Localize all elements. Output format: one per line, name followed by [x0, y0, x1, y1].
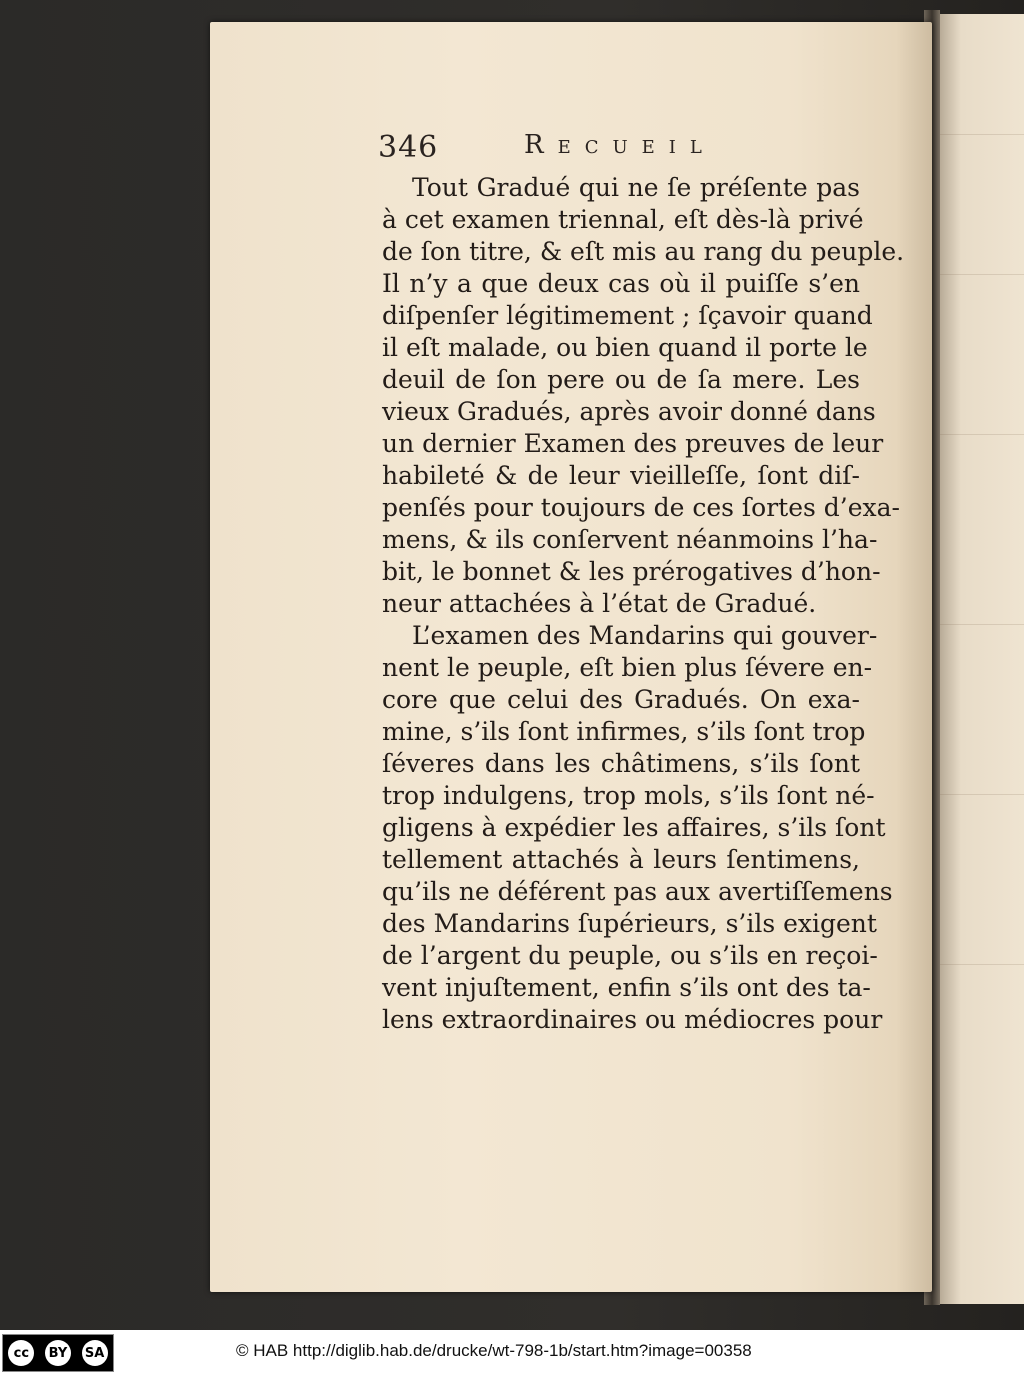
text-line: tellement attachés à leurs ſentimens, [382, 845, 860, 874]
text-line: bit, le bonnet & les prérogatives d’hon- [382, 557, 881, 586]
page-header [378, 130, 858, 170]
text-line: mine, s’ils ſont infirmes, s’ils ſont trop [382, 717, 866, 746]
text-line: gligens à expédier les affaires, s’ils ſont [382, 813, 886, 842]
text-line: diſpenſer légitimement ; ſçavoir quand [382, 301, 873, 330]
text-line: qu’ils ne déférent pas aux avertiſſemens [382, 877, 893, 906]
text-line: deuil de ſon pere ou de ſa mere. Les [382, 365, 860, 394]
page-number: 346 [378, 130, 439, 165]
footer-bar [0, 1330, 1024, 1373]
cc-icon: cc [8, 1340, 34, 1366]
text-line: Il n’y a que deux cas où il puiſſe s’en [382, 269, 860, 298]
sa-share-alike-icon: SA [82, 1340, 108, 1366]
text-line: penſés pour toujours de ces ſortes d’exa- [382, 493, 900, 522]
text-line: mens, & ils conſervent néanmoins l’ha- [382, 525, 878, 554]
text-line: neur attachées à l’état de Gradué. [382, 589, 817, 618]
body-text [382, 172, 905, 1036]
text-line: Tout Gradué qui ne ſe préſente pas [412, 173, 860, 202]
text-line: vent injuſtement, enfin s’ils ont des ta- [382, 973, 871, 1002]
text-line: il eſt malade, ou bien quand il porte le [382, 333, 868, 362]
text-line: lens extraordinaires ou médiocres pour [382, 1005, 883, 1034]
text-line: vieux Gradués, après avoir donné dans [382, 397, 876, 426]
text-line: de l’argent du peuple, ou s’ils en reçoi- [382, 941, 878, 970]
text-line: nent le peuple, eſt bien plus ſévere en- [382, 653, 873, 682]
text-line: un dernier Examen des preuves de leur [382, 429, 884, 458]
text-line: de ſon titre, & eſt mis au rang du peuple. [382, 237, 905, 266]
by-attribution-icon: BY [45, 1340, 71, 1366]
text-line: à cet examen triennal, eſt dès-là privé [382, 205, 864, 234]
text-line: habileté & de leur vieilleſſe, ſont diſ- [382, 461, 860, 490]
running-title: Recueil [524, 130, 716, 160]
text-line: L’examen des Mandarins qui gouver- [412, 621, 878, 650]
facing-page-edge [940, 14, 1024, 1304]
creative-commons-badge[interactable] [2, 1334, 114, 1372]
copyright-link[interactable]: © HAB http://diglib.hab.de/drucke/wt-798-1b/start.htm?image=00358 [236, 1341, 752, 1360]
text-line: core que celui des Gradués. On exa- [382, 685, 860, 714]
text-line: ſéveres dans les châtimens, s’ils ſont [382, 749, 860, 778]
text-line: trop indulgens, trop mols, s’ils ſont né- [382, 781, 875, 810]
text-line: des Mandarins ſupérieurs, s’ils exigent [382, 909, 877, 938]
